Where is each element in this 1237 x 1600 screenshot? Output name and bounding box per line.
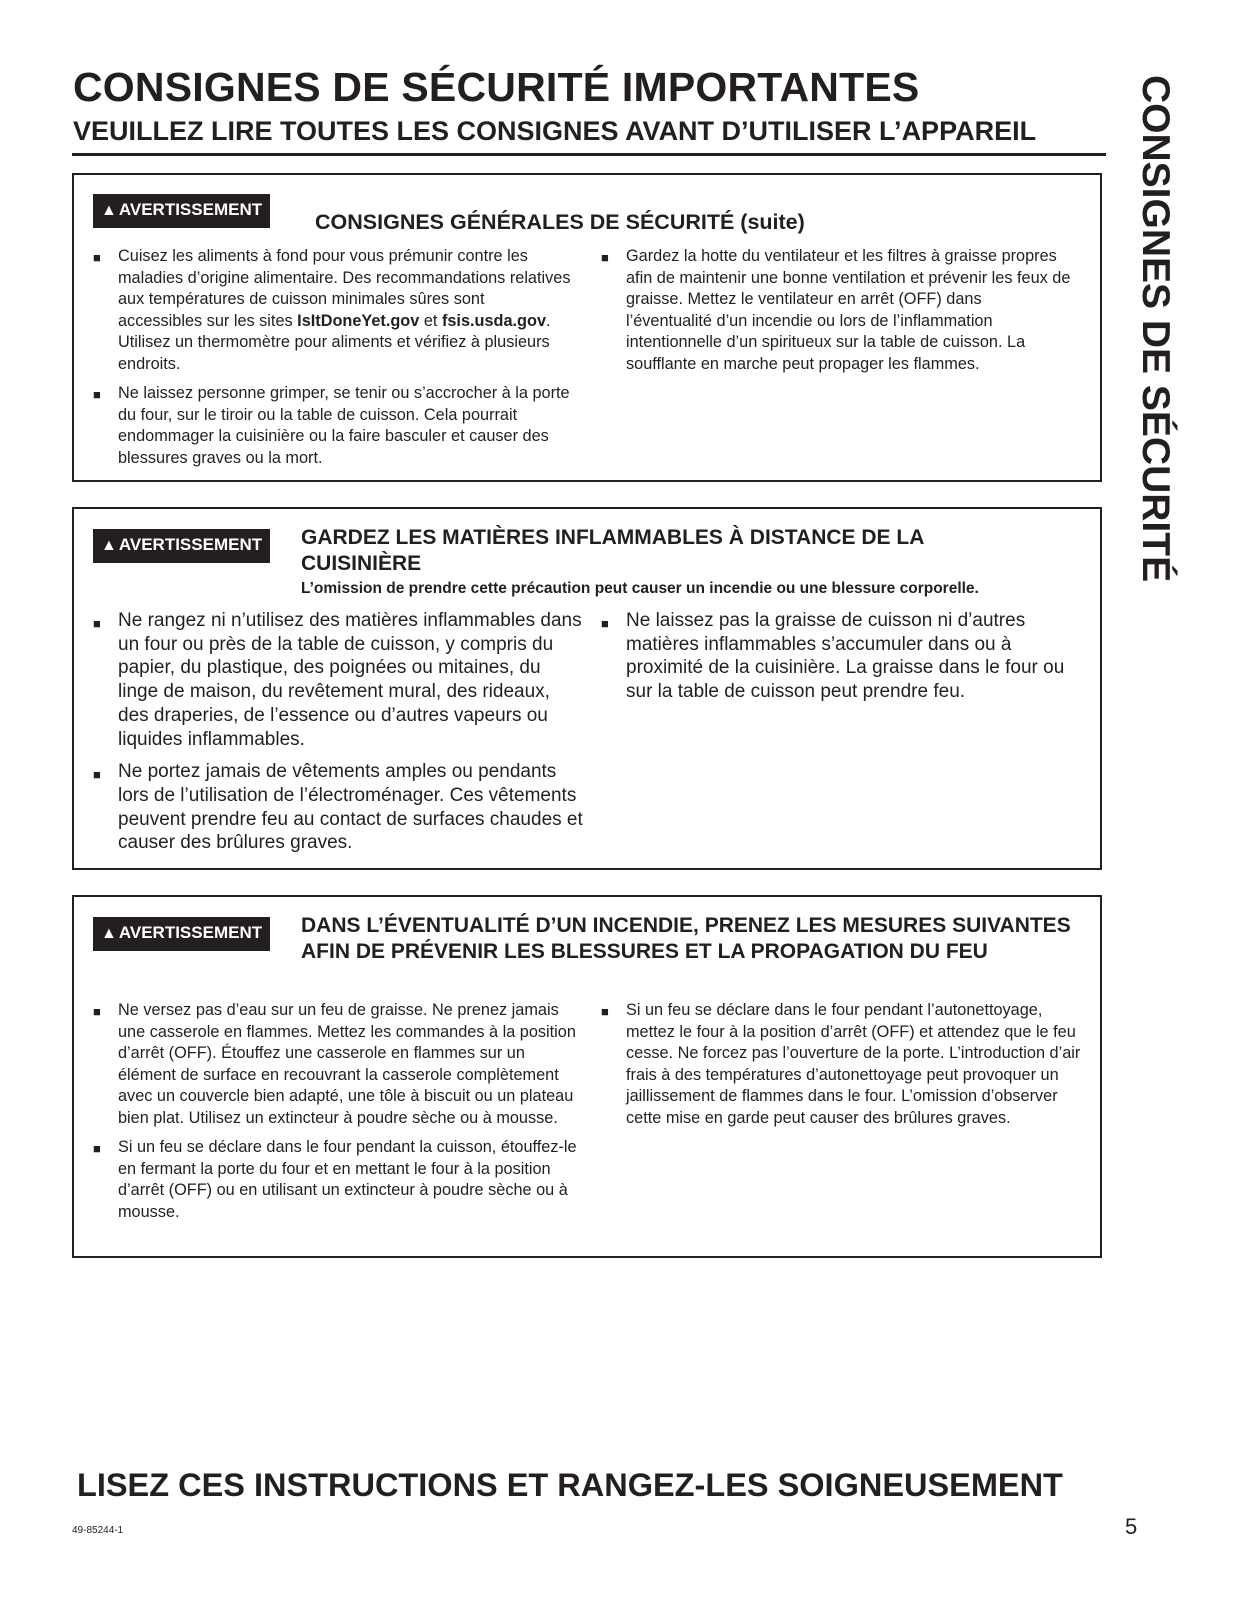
footer-title: LISEZ CES INSTRUCTIONS ET RANGEZ-LES SOIGNEUSEMENT — [77, 1467, 1063, 1503]
list-item — [93, 383, 573, 469]
bullet-icon: ■ — [601, 616, 609, 631]
list-item — [601, 1000, 1091, 1129]
item-text: Ne laissez personne grimper, se tenir ou s’accrocher à la porte du four, sur le tiroir ou la table de cuisson. Cela pourrait endommager la cuisinière ou la faire basculer et causer des blessures graves ou la mort. — [118, 384, 570, 467]
list-item — [93, 760, 583, 855]
warning-badge — [93, 194, 270, 228]
list-item — [93, 1137, 583, 1223]
right-column — [601, 1000, 1091, 1137]
item-text: Gardez la hotte du ventilateur et les filtres à graisse propres afin de maintenir une bonne ventilation et prévenir les feux de graisse. Mettez le ventilateur en arrêt (OFF) dans l’éventualité d’un incendie ou lors de l’inflammation intentionnelle d’un spiritueux sur la table de cuisson. La soufflante en marche peut propager les flammes. — [626, 247, 1071, 373]
warning-triangle-icon: ▲ — [101, 202, 117, 219]
right-column — [601, 609, 1071, 713]
item-text: et — [419, 311, 442, 330]
bullet-icon: ■ — [601, 250, 609, 265]
list-item — [601, 246, 1071, 375]
warning-badge-label: AVERTISSEMENT — [118, 923, 263, 942]
section-subheading: L’omission de prendre cette précaution peut causer un incendie ou une blessure corporelle. — [301, 580, 979, 597]
right-column — [601, 246, 1071, 383]
item-text: Ne rangez ni n’utilisez des matières inflammables dans un four ou près de la table de cuisson, y compris du papier, du plastique, des poignées ou mitaines, du linge de maison, du revêtement mural, des rideaux, des draperies, de l’essence ou d’autres vapeurs ou liquides inflammables. — [118, 610, 582, 750]
list-item — [601, 609, 1071, 704]
item-text: Si un feu se déclare dans le four pendant l’autonettoyage, mettez le four à la position d’arrêt (OFF) et attendez que le feu cesse. Ne forcez pas l’ouverture de la porte. L’introduction d’air frais à des températures d’autonettoyage peut provoquer un jaillissement de flammes dans le four. L’omission d’observer cette mise en garde peut causer des brûlures graves. — [626, 1001, 1081, 1127]
item-text: Ne portez jamais de vêtements amples ou pendants lors de l’utilisation de l’électroménager. Ces vêtements peuvent prendre feu au contact de surfaces chaudes et causer des brûlures graves. — [118, 761, 583, 854]
bullet-icon: ■ — [93, 767, 101, 783]
item-text: . Utilisez un thermomètre pour aliments et vérifiez à plusieurs endroits. — [118, 311, 551, 373]
bullet-icon: ■ — [93, 387, 101, 402]
bullet-icon: ■ — [601, 1004, 609, 1019]
warning-badge-label: AVERTISSEMENT — [118, 535, 263, 554]
section-heading: GARDEZ LES MATIÈRES INFLAMMABLES À DISTANCE DE LA CUISINIÈRE — [301, 526, 924, 575]
page-title: CONSIGNES DE SÉCURITÉ IMPORTANTES — [73, 64, 920, 110]
item-text: Ne laissez pas la graisse de cuisson ni d’autres matières inflammables s’accumuler dans ou à proximité de la cuisinière. La graisse dans le four ou sur la table de cuisson peut prendre feu. — [626, 610, 1065, 703]
left-column — [93, 609, 583, 864]
list-item — [93, 246, 573, 375]
bullet-icon: ■ — [93, 1141, 101, 1156]
section-heading: DANS L’ÉVENTUALITÉ D’UN INCENDIE, PRENEZ LES MESURES SUIVANTES AFIN DE PRÉVENIR LES BLESSURES ET LA PROPAGATION DU FEU — [301, 914, 1071, 963]
document-number: 49-85244-1 — [72, 1525, 124, 1536]
list-item — [93, 609, 583, 751]
item-text: Si un feu se déclare dans le four pendant la cuisson, étouffez-le en fermant la porte du four et en mettant le four à la position d’arrêt (OFF) ou en utilisant un extincteur à poudre sèche ou à mousse. — [118, 1138, 577, 1221]
link-text: IsItDoneYet.gov — [297, 311, 420, 330]
section-heading: CONSIGNES GÉNÉRALES DE SÉCURITÉ (suite) — [315, 210, 805, 234]
warning-box-general-safety — [72, 173, 1102, 482]
warning-badge-label: AVERTISSEMENT — [118, 200, 263, 219]
warning-triangle-icon: ▲ — [101, 925, 117, 942]
item-text: Ne versez pas d’eau sur un feu de graisse. Ne prenez jamais une casserole en flammes. Mettez les commandes à la position d’arrêt (OFF). Étouffez une casserole en flammes sur un élément de surface en recouvrant la casserole complètement avec un couvercle bien adapté, une tôle à biscuit ou un plateau bien plat. Utilisez un extincteur à poudre sèche ou à mousse. — [118, 1001, 576, 1127]
header-rule — [72, 153, 1106, 156]
warning-box-fire — [72, 895, 1102, 1258]
left-column — [93, 246, 573, 477]
warning-triangle-icon: ▲ — [101, 537, 117, 554]
bullet-icon: ■ — [93, 1004, 101, 1019]
item-text: Cuisez les aliments à fond pour vous prémunir contre les maladies d’origine alimentaire. Des recommandations relatives aux températures de cuisson minimales sûres sont accessibles sur les sites — [118, 247, 571, 330]
warning-badge — [93, 917, 270, 951]
bullet-icon: ■ — [93, 616, 101, 631]
list-item — [93, 1000, 583, 1129]
page-number: 5 — [1125, 1514, 1138, 1539]
left-column — [93, 1000, 583, 1231]
warning-badge — [93, 529, 270, 563]
side-tab: CONSIGNES DE SÉCURITÉ — [1134, 75, 1177, 583]
warning-box-flammables — [72, 507, 1102, 870]
bullet-icon: ■ — [93, 250, 101, 265]
page-subtitle: VEUILLEZ LIRE TOUTES LES CONSIGNES AVANT D’UTILISER L’APPAREIL — [73, 116, 1037, 146]
link-text: fsis.usda.gov — [441, 311, 547, 330]
